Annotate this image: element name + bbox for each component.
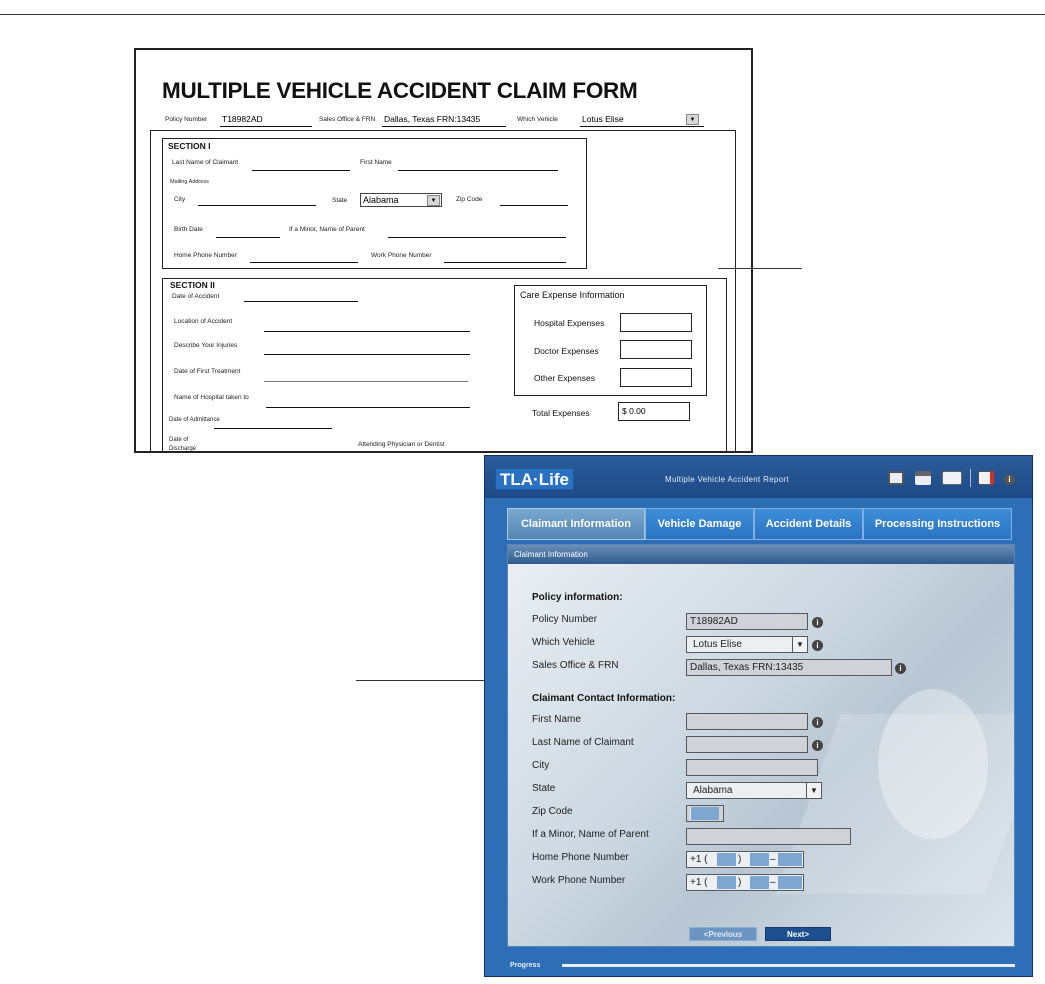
app-header — [485, 456, 1032, 498]
phone-mask — [749, 853, 769, 866]
phone-mask — [716, 876, 736, 889]
phone-dash: – — [770, 877, 776, 888]
paper-discharge-label: Date of Discharge — [169, 437, 197, 452]
paper-date-accident-label: Date of Accident — [172, 293, 220, 300]
paper-policy-number-value: T18982AD — [222, 114, 263, 124]
top-rule — [0, 14, 1045, 15]
work-phone-label: Work Phone Number — [532, 875, 626, 886]
city-label: City — [532, 760, 550, 771]
panel-body — [508, 564, 1015, 947]
paper-section2-heading: SECTION II — [170, 280, 215, 290]
info-icon[interactable]: i — [1004, 474, 1015, 485]
calendar-edit-icon[interactable] — [978, 471, 994, 485]
chevron-down-icon[interactable]: ▼ — [792, 637, 807, 652]
paper-home-phone-label: Home Phone Number — [174, 252, 237, 259]
phone-mask — [749, 876, 769, 889]
phone-prefix: +1 ( — [690, 877, 708, 888]
policy-number-input[interactable]: T18982AD — [686, 613, 808, 630]
paper-underline — [264, 381, 468, 382]
tab-claimant-information[interactable]: Claimant Information — [507, 508, 645, 540]
last-name-info-icon[interactable]: i — [812, 740, 823, 751]
which-vehicle-label: Which Vehicle — [532, 637, 595, 648]
paper-claim-form — [134, 48, 753, 453]
panel-title: Claimant Information — [508, 545, 1015, 564]
paper-doctor-expenses-box — [620, 340, 692, 359]
paper-underline — [264, 354, 470, 355]
last-name-input[interactable] — [686, 736, 808, 753]
paper-state-value: Alabama — [363, 195, 399, 205]
paper-underline — [198, 205, 316, 206]
tab-vehicle-damage[interactable]: Vehicle Damage — [645, 508, 754, 540]
paper-sales-office-value: Dallas, Texas FRN:13435 — [384, 114, 481, 124]
paper-chevron-down-icon: ▼ — [427, 195, 440, 206]
paper-underline — [250, 262, 358, 263]
paper-doctor-expenses-label: Doctor Expenses — [534, 346, 599, 356]
zip-code-input[interactable] — [686, 805, 724, 822]
sales-office-label: Sales Office & FRN — [532, 660, 619, 671]
home-phone-label: Home Phone Number — [532, 852, 629, 863]
paper-hospital-label: Name of Hospital taken to — [174, 394, 249, 401]
claimant-panel — [507, 544, 1015, 947]
phone-mask — [777, 876, 802, 889]
paper-total-expenses-label: Total Expenses — [532, 408, 590, 418]
paper-injuries-label: Describe Your Injuries — [174, 342, 238, 349]
toolbar-divider — [970, 469, 971, 487]
policy-number-label: Policy Number — [532, 614, 598, 625]
save-icon[interactable] — [888, 471, 904, 485]
home-phone-input[interactable] — [686, 851, 804, 868]
paper-care-expense-heading: Care Expense Information — [520, 290, 625, 300]
chevron-down-icon[interactable]: ▼ — [806, 783, 821, 798]
paper-state-label: State — [332, 197, 348, 204]
paper-which-vehicle-value: Lotus Elise — [582, 114, 624, 124]
sales-office-info-icon[interactable]: i — [895, 663, 906, 674]
first-name-info-icon[interactable]: i — [812, 717, 823, 728]
app-logo: TLA·Life — [495, 468, 574, 490]
policy-number-info-icon[interactable]: i — [812, 617, 823, 628]
phone-dash: – — [770, 854, 776, 865]
phone-prefix: +1 ( — [690, 854, 708, 865]
paper-last-name-label: Last Name of Claimant — [172, 159, 239, 166]
paper-work-phone-label: Work Phone Number — [371, 252, 432, 259]
next-button[interactable]: Next> — [765, 927, 831, 941]
tab-processing-instructions[interactable]: Processing Instructions — [863, 508, 1012, 540]
paper-hospital-expenses-label: Hospital Expenses — [534, 318, 605, 328]
paper-underline — [264, 331, 470, 332]
paper-hospital-expenses-box — [620, 313, 692, 332]
paper-other-expenses-box — [620, 368, 692, 387]
policy-section-heading: Policy information: — [532, 592, 623, 603]
phone-paren: ) — [738, 854, 742, 865]
paper-underline — [388, 237, 566, 238]
phone-paren: ) — [738, 877, 742, 888]
paper-underline — [252, 170, 350, 171]
minor-parent-input[interactable] — [686, 828, 851, 845]
paper-sales-office-label: Sales Office & FRN — [319, 116, 376, 123]
first-name-input[interactable] — [686, 713, 808, 730]
paper-underline — [244, 301, 358, 302]
app-title: Multiple Vehicle Accident Report — [665, 475, 789, 484]
last-name-label: Last Name of Claimant — [532, 737, 634, 748]
paper-section1-heading: SECTION I — [168, 141, 211, 151]
progress-bar — [562, 964, 1015, 967]
paper-birth-date-label: Birth Date — [174, 226, 203, 233]
paper-total-expenses-value: $ 0.00 — [622, 406, 646, 416]
paper-underline — [216, 237, 280, 238]
city-input[interactable] — [686, 759, 818, 776]
paper-underline — [444, 262, 566, 263]
print-icon[interactable] — [915, 471, 931, 485]
paper-city-label: City — [174, 196, 186, 203]
email-icon[interactable] — [942, 471, 962, 485]
paper-underline — [382, 126, 506, 127]
paper-underline — [220, 126, 312, 127]
paper-underline — [580, 126, 704, 127]
paper-which-vehicle-label: Which Vehicle — [517, 116, 558, 123]
paper-first-treatment-label: Date of First Treatment — [174, 368, 241, 375]
progress-label: Progress — [510, 962, 541, 969]
state-select[interactable] — [686, 782, 822, 799]
paper-minor-label: If a Minor, Name of Parent — [289, 226, 365, 233]
first-name-label: First Name — [532, 714, 581, 725]
paper-other-expenses-label: Other Expenses — [534, 373, 595, 383]
paper-policy-number-label: Policy Number — [165, 116, 208, 123]
background-figure — [775, 714, 1015, 894]
phone-mask — [716, 853, 736, 866]
paper-total-expenses-box — [618, 402, 690, 421]
which-vehicle-value: Lotus Elise — [693, 639, 742, 650]
paper-underline — [398, 170, 558, 171]
paper-underline — [500, 205, 568, 206]
paper-first-name-label: First Name — [360, 159, 392, 166]
state-value: Alabama — [693, 785, 733, 796]
app-window — [484, 455, 1033, 977]
which-vehicle-select[interactable] — [686, 636, 808, 653]
paper-underline — [266, 407, 470, 408]
zip-mask — [690, 807, 719, 820]
state-label: State — [532, 783, 556, 794]
paper-form-title: MULTIPLE VEHICLE ACCIDENT CLAIM FORM — [162, 78, 638, 103]
minor-parent-label: If a Minor, Name of Parent — [532, 829, 649, 840]
paper-admittance-label: Date of Admittance — [169, 417, 220, 423]
paper-zip-label: Zip Code — [456, 196, 483, 203]
previous-button[interactable]: <Previous — [689, 927, 757, 941]
pointer-line — [356, 680, 498, 681]
work-phone-input[interactable] — [686, 874, 804, 891]
which-vehicle-info-icon[interactable]: i — [812, 640, 823, 651]
tab-bar — [507, 508, 1012, 540]
sales-office-input[interactable]: Dallas, Texas FRN:13435 — [686, 659, 892, 676]
phone-mask — [777, 853, 802, 866]
paper-underline — [214, 428, 332, 429]
paper-mailing-address-label: Mailing Address — [170, 179, 209, 185]
paper-chevron-down-icon: ▼ — [686, 114, 699, 125]
contact-section-heading: Claimant Contact Information: — [532, 693, 676, 704]
paper-physician-label: Attending Physician or Dentist — [358, 441, 445, 448]
tab-accident-details[interactable]: Accident Details — [754, 508, 863, 540]
paper-location-label: Location of Accident — [174, 318, 233, 325]
pointer-line — [718, 268, 802, 269]
zip-code-label: Zip Code — [532, 806, 573, 817]
